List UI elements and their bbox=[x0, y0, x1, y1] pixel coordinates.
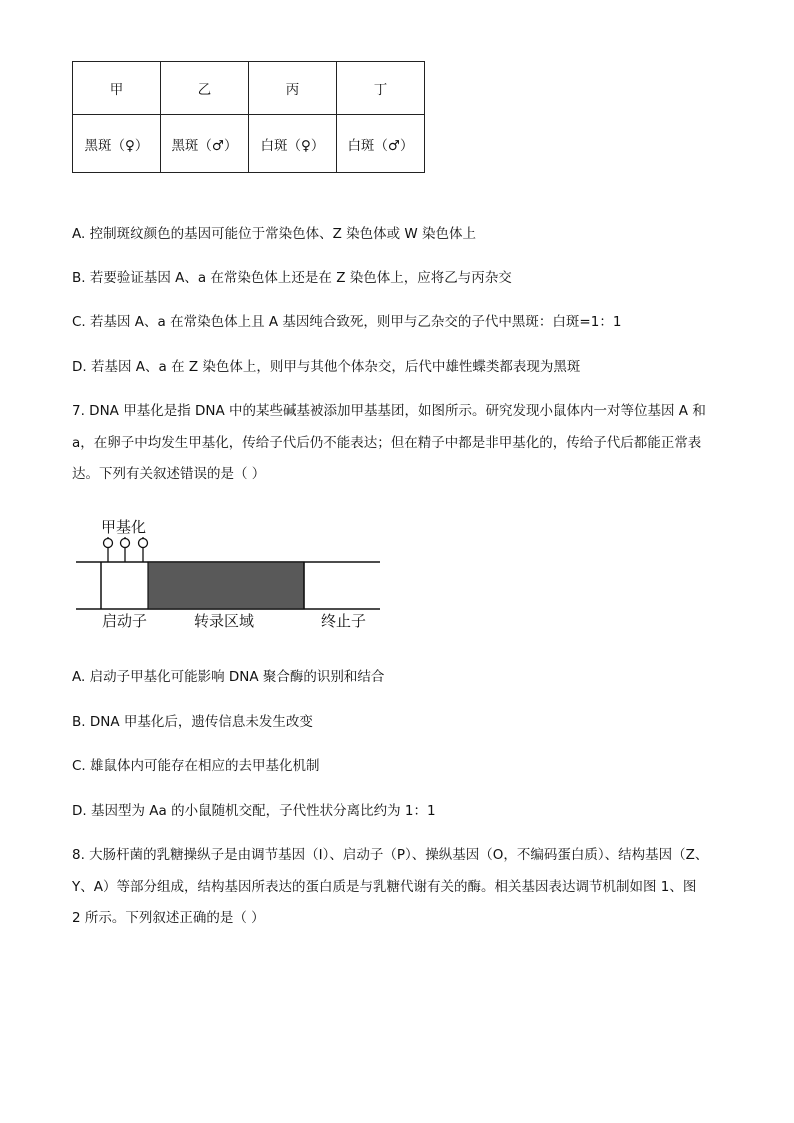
table-header-cell: 丙 bbox=[249, 62, 337, 115]
promoter-label: 启动子 bbox=[102, 612, 148, 630]
table-header-row bbox=[73, 62, 425, 115]
transcription-region-label: 转录区域 bbox=[194, 612, 255, 630]
methyl-group-icon bbox=[139, 539, 148, 548]
q7-option-b: B. DNA 甲基化后，遗传信息未发生改变 bbox=[72, 714, 313, 730]
table-cell: 白斑（♂） bbox=[337, 115, 425, 173]
table-cell: 黑斑（♂） bbox=[161, 115, 249, 173]
q6-option-b: B. 若要验证基因 A、a 在常染色体上还是在 Z 染色体上，应将乙与丙杂交 bbox=[72, 270, 512, 286]
terminator-label: 终止子 bbox=[321, 612, 367, 630]
q7-option-a: A. 启动子甲基化可能影响 DNA 聚合酶的识别和结合 bbox=[72, 669, 385, 685]
q7-stem-line-3: 达。下列有关叙述错误的是（ ） bbox=[72, 466, 266, 482]
phenotype-table bbox=[72, 61, 425, 173]
q6-option-d: D. 若基因 A、a 在 Z 染色体上，则甲与其他个体杂交，后代中雄性蝶类都表现为黑斑 bbox=[72, 359, 581, 375]
q7-stem-line-2: a，在卵子中均发生甲基化，传给子代后仍不能表达；但在精子中都是非甲基化的，传给子代后都能正常表 bbox=[72, 435, 702, 451]
q8-stem-line-1: 8. 大肠杆菌的乳糖操纵子是由调节基因（I）、启动子（P）、操纵基因（O，不编码蛋白质）、结构基因（Z、 bbox=[72, 847, 709, 863]
q8-stem-line-3: 2 所示。下列叙述正确的是（ ） bbox=[72, 910, 265, 926]
methyl-group-icon bbox=[121, 539, 130, 548]
table-row bbox=[73, 115, 425, 173]
table-header-cell: 丁 bbox=[337, 62, 425, 115]
transcription-region-block bbox=[148, 562, 304, 609]
table-header-cell: 乙 bbox=[161, 62, 249, 115]
q6-option-c: C. 若基因 A、a 在常染色体上且 A 基因纯合致死，则甲与乙杂交的子代中黑斑：白斑=1：1 bbox=[72, 314, 622, 330]
methyl-label: 甲基化 bbox=[101, 518, 147, 536]
q8-stem-line-2: Y、A）等部分组成，结构基因所表达的蛋白质是与乳糖代谢有关的酶。相关基因表达调节机制如图 1、图 bbox=[72, 879, 697, 895]
q7-stem-line-1: 7. DNA 甲基化是指 DNA 中的某些碱基被添加甲基基团，如图所示。研究发现小鼠体内一对等位基因 A 和 bbox=[72, 403, 706, 419]
q7-option-d: D. 基因型为 Aa 的小鼠随机交配，子代性状分离比约为 1：1 bbox=[72, 803, 436, 819]
q7-option-c: C. 雄鼠体内可能存在相应的去甲基化机制 bbox=[72, 758, 320, 774]
q6-option-a: A. 控制斑纹颜色的基因可能位于常染色体、Z 染色体或 W 染色体上 bbox=[72, 226, 477, 242]
table-cell: 黑斑（♀） bbox=[73, 115, 161, 173]
dna-methylation-diagram bbox=[72, 512, 392, 637]
table-header-cell: 甲 bbox=[73, 62, 161, 115]
methyl-group-icon bbox=[104, 539, 113, 548]
table-cell: 白斑（♀） bbox=[249, 115, 337, 173]
